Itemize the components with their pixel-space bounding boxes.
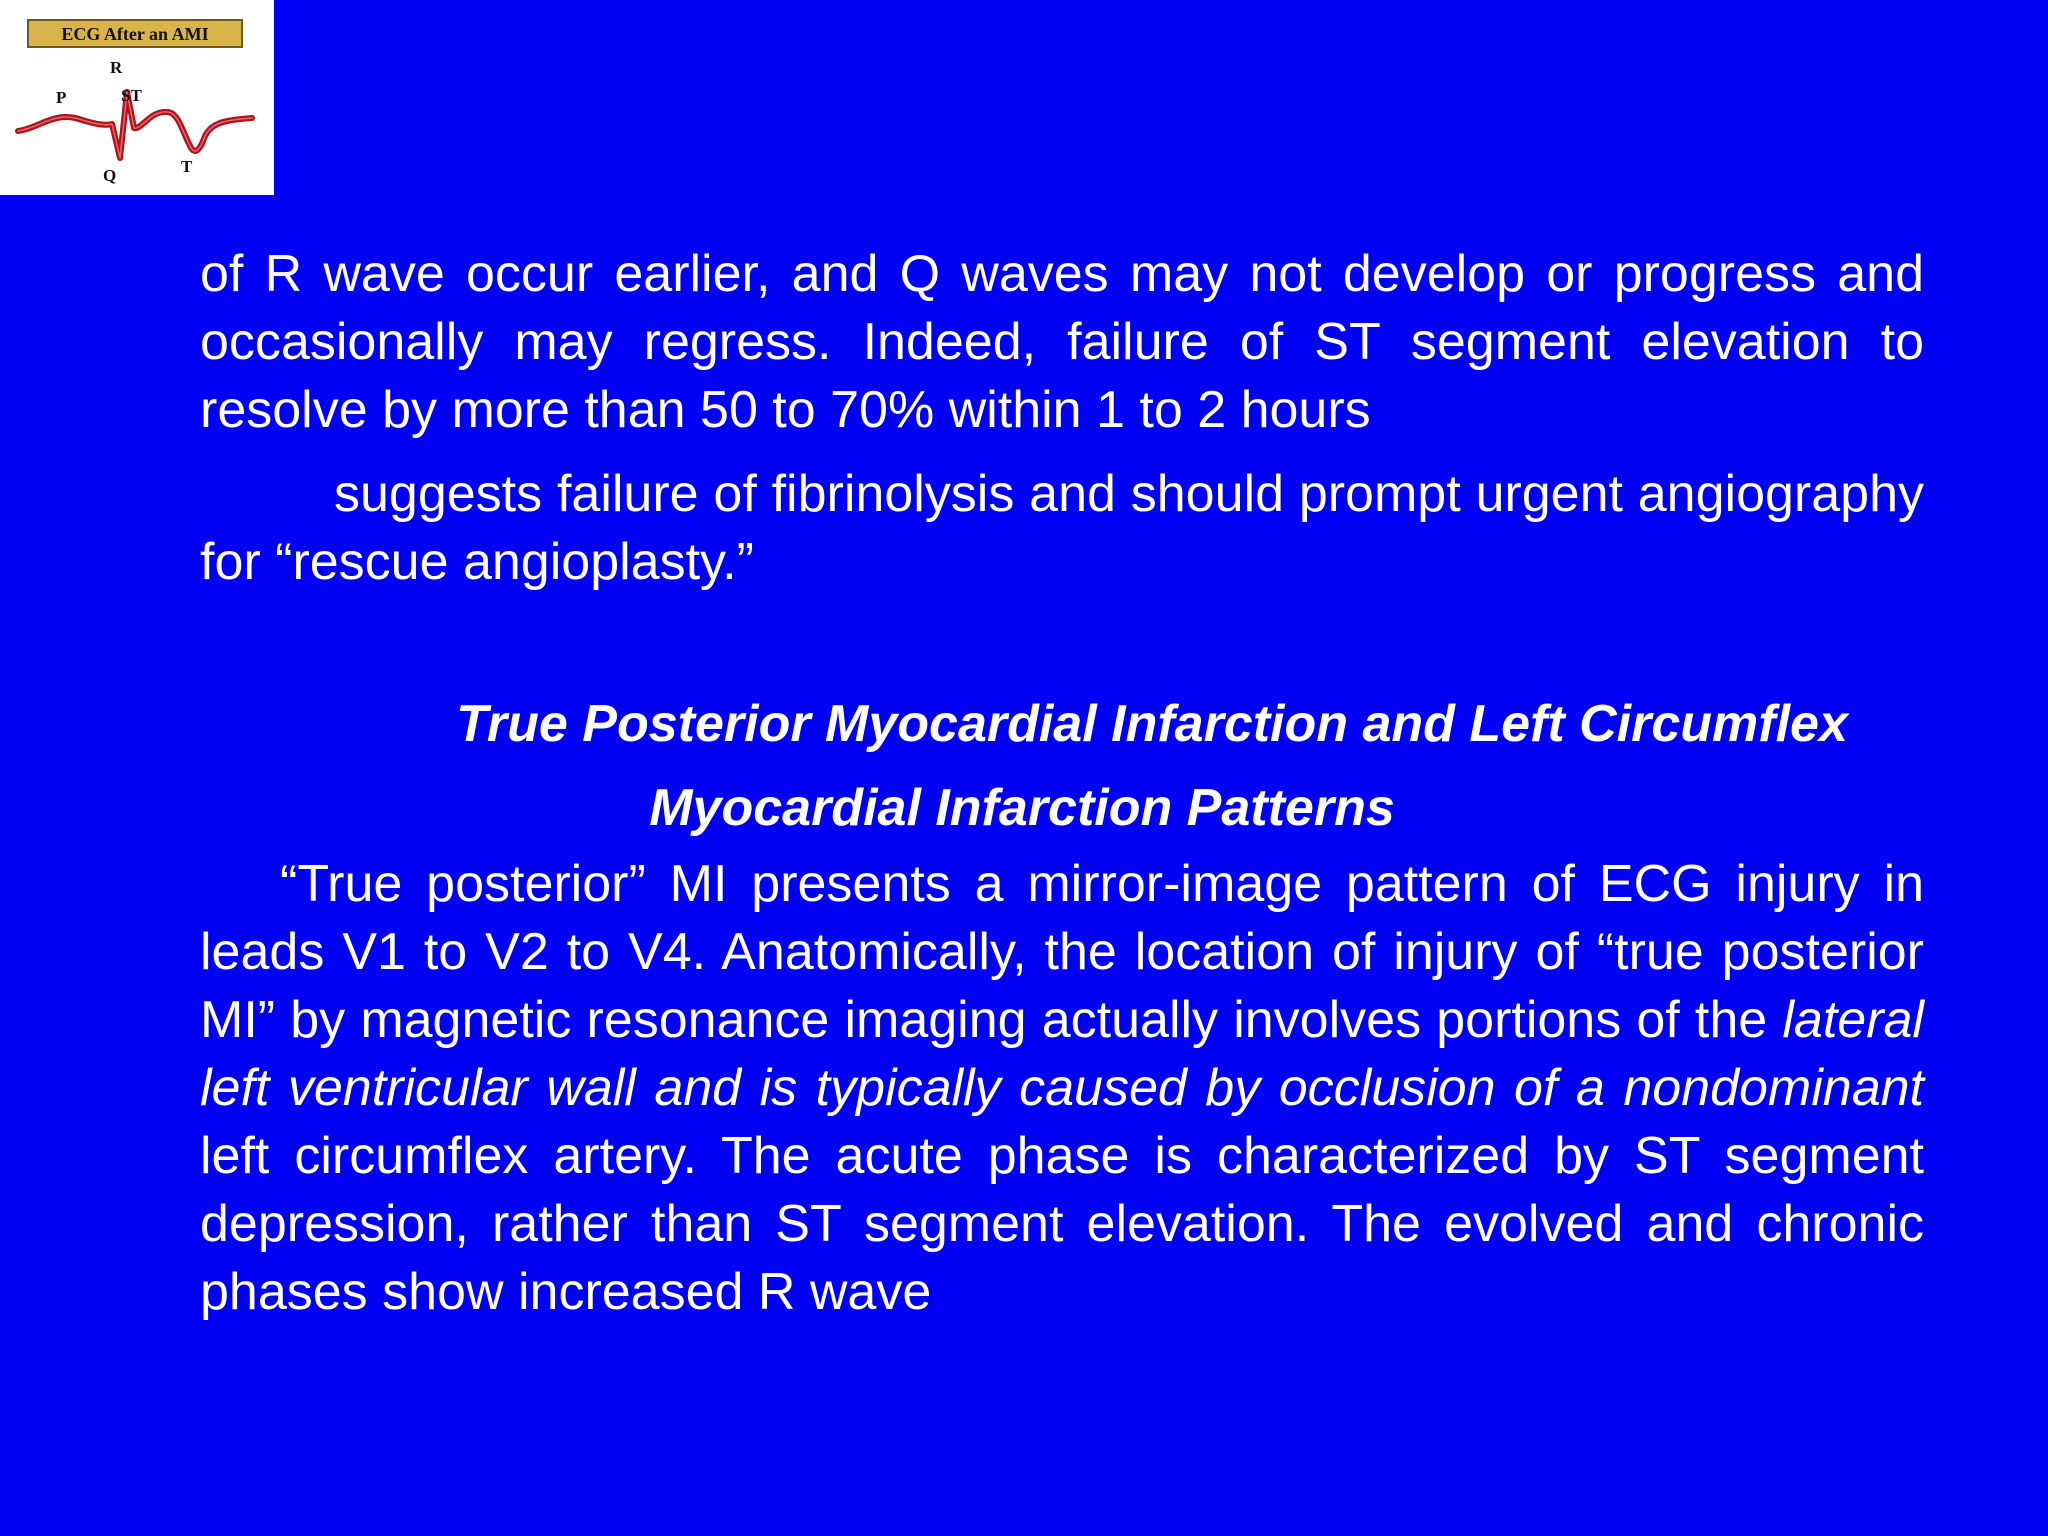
section-heading-line-1: True Posterior Myocardial Infarction and Left Circumflex [456, 695, 1848, 753]
logo-label-st: ST [121, 86, 142, 105]
logo-label-t: T [181, 157, 193, 176]
paragraph-true-posterior-mi [200, 850, 1924, 1326]
paragraph-text-end: left circumflex artery. The acute phase is characterized by ST segment depression, rather than ST segment elevation. The evolved and chronic phases show increased R wave [200, 1127, 1924, 1321]
logo-title: ECG After an AMI [61, 24, 209, 44]
slide-content [200, 240, 1924, 1326]
ecg-waveform-icon [0, 0, 274, 195]
logo-label-p: P [56, 88, 67, 107]
section-heading-line-2: Myocardial Infarction Patterns [649, 779, 1395, 837]
logo-label-r: R [110, 58, 123, 77]
paragraph-text-italic: lateral left ventricular wall and is typically caused by occlusion of a nondominant [200, 991, 1924, 1117]
logo-label-q: Q [103, 166, 117, 185]
paragraph-fibrinolysis: suggests failure of fibrinolysis and should prompt urgent angiography for “rescue angioplasty.” [200, 465, 1924, 591]
paragraph-text-start: “True posterior” MI presents a mirror-image pattern of ECG injury in leads V1 to V2 to V4. Anatomically, the location of injury of “true posterior MI” by magnetic resonance imaging actually involves portions of the [200, 855, 1924, 1049]
ecg-logo [0, 0, 274, 195]
paragraph-st-resolution: of R wave occur earlier, and Q waves may not develop or progress and occasionally may regress. Indeed, failure of ST segment elevation to resolve by more than 50 to 70% within 1 to 2 hours [200, 245, 1924, 439]
